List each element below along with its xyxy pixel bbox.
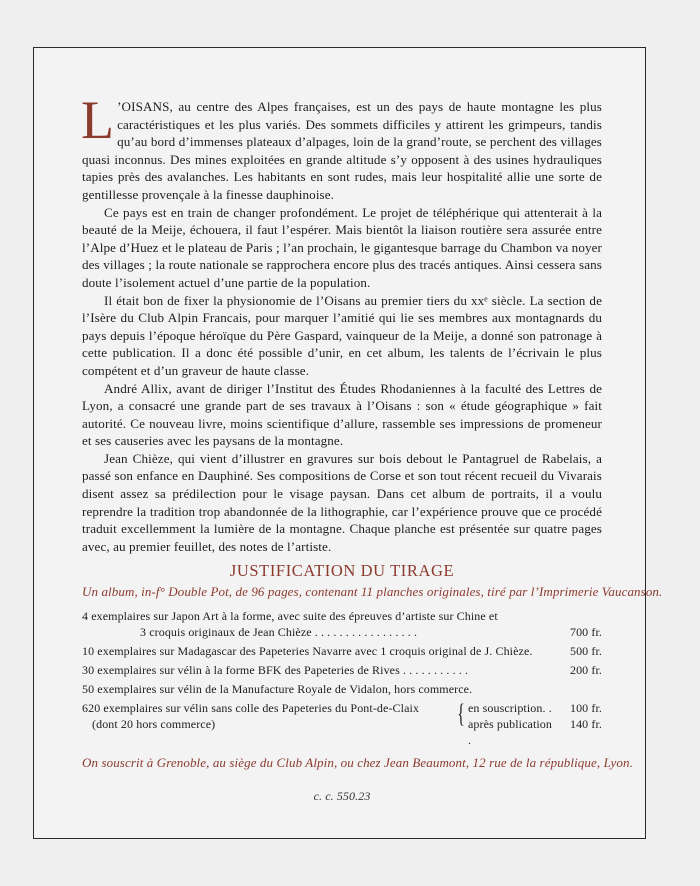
subscription-label: en souscription. . bbox=[468, 700, 552, 715]
brace-glyph: { bbox=[457, 698, 465, 728]
paragraph-1-text: ’OISANS, au centre des Alpes françaises, est un des pays de haute montagne les plus caractéristiques et les plus variés. Des sommets difficiles y attirent les grimpeurs, tandis qu’au bord d’immenses plateaux d’alpages, loin de la grand’route, se perchent des villages quasi inconnus. Des mines exploitées en grande altitude s’y opposent à des usines hydrauliques tapies près des avalanches. Les habitants en sont rudes, mais leur hospitalité allie une sorte de gentillesse provençale à la finesse dauphinoise. bbox=[82, 99, 602, 202]
paragraph-5: Jean Chièze, qui vient d’illustrer en gravures sur bois debout le Pantagruel de Rabelais, a passé son enfance en Dauphiné. Ses compositions de Corse et son tout récent recueil du Vivarais disent assez sa prédilection pour le visage paysan. Dans cet album de portraits, il a voulu reprendre la tradition trop abandonnée de la lithographie, car l’expérience prouve que ce procédé traduit excellemment la lumière de la montagne. Chaque planche est présentée sur quatre pages avec, au premier feuillet, des notes de l’artiste. bbox=[82, 450, 602, 554]
subscription-price: 100 fr. bbox=[569, 700, 602, 715]
edition-row bbox=[82, 662, 602, 678]
paragraph-intro bbox=[81, 90, 602, 204]
catalog-code: c. c. 550.23 bbox=[313, 789, 371, 804]
subscription-note: On souscrit à Grenoble, au siège du Club Alpin, ou chez Jean Beaumont, 12 rue de la république, Lyon. bbox=[82, 754, 633, 770]
edition-line: 4 exemplaires sur Japon Art à la forme, avec suite des épreuves d’artiste sur Chine et bbox=[82, 608, 498, 623]
page-frame bbox=[33, 47, 663, 839]
edition-row-subscription bbox=[82, 700, 602, 748]
drop-cap: L bbox=[81, 90, 115, 150]
edition-price: 700 fr. bbox=[569, 624, 602, 639]
edition-line-2: (dont 20 hors commerce) bbox=[92, 716, 216, 731]
prospectus-text bbox=[81, 90, 663, 806]
after-publication-price: 140 fr. bbox=[569, 716, 602, 731]
edition-line: 10 exemplaires sur Madagascar des Papeteries Navarre avec 1 croquis original de J. Chièze. bbox=[82, 643, 533, 658]
editions-list bbox=[82, 608, 602, 748]
edition-row bbox=[82, 643, 602, 659]
edition-line: 50 exemplaires sur vélin de la Manufacture Royale de Vidalon, hors commerce. bbox=[82, 681, 473, 696]
album-description: Un album, in-f° Double Pot, de 96 pages, contenant 11 planches originales, tiré par l’Imprimerie Vaucanson. bbox=[82, 584, 663, 600]
edition-row bbox=[82, 608, 602, 640]
edition-price: 500 fr. bbox=[569, 643, 602, 658]
paragraph-2: Ce pays est en train de changer profondément. Le projet de téléphérique qui attenterait à la beauté de la Meije, échouera, il faut l’espérer. Mais bientôt la liaison routière sera assurée entre l’Alpe d’Huez et le plateau de Paris ; l’an prochain, le gigantesque barrage du Chambon va noyer des villages ; la route nationale se rapprochera encore plus des tracés antiques. Ainsi cessera sans doute l’isolement actuel d’une partie de la population. bbox=[82, 204, 602, 290]
after-publication-label: après publication . bbox=[468, 716, 553, 747]
edition-line: 620 exemplaires sur vélin sans colle des Papeteries du Pont-de-Claix bbox=[82, 700, 420, 715]
justification-title: JUSTIFICATION DU TIRAGE bbox=[229, 561, 455, 581]
edition-line: 30 exemplaires sur vélin à la forme BFK des Papeteries de Rives . . . . . . . . . . . bbox=[82, 662, 469, 677]
edition-line-2: 3 croquis originaux de Jean Chièze . . . . . . . . . . . . . . . . . bbox=[140, 624, 418, 639]
edition-row bbox=[82, 681, 602, 697]
paragraph-3: Il était bon de fixer la physionomie de l’Oisans au premier tiers du xxᵉ siècle. La section de l’Isère du Club Alpin Francais, pour marquer l’amitié qui lie ses membres aux montagnards du pays depuis l’époque héroïque du Père Gaspard, vainqueur de la Meije, a donné son patronage à cette publication. Il a donc été possible d’unir, en cet album, les talents de l’écrivain le plus compétent et d’un graveur de haute classe. bbox=[82, 292, 602, 378]
edition-price: 200 fr. bbox=[569, 662, 602, 677]
paragraph-4: André Allix, avant de diriger l’Institut des Études Rhodaniennes à la faculté des Lettres de Lyon, a consacré une grande part de ses travaux à l’Oisans : son « étude géographique » fait autorité. Ce nouveau livre, moins scientifique d’allure, rassemble ses impressions de promeneur et ses causeries avec les paysans de la montagne. bbox=[82, 380, 602, 449]
